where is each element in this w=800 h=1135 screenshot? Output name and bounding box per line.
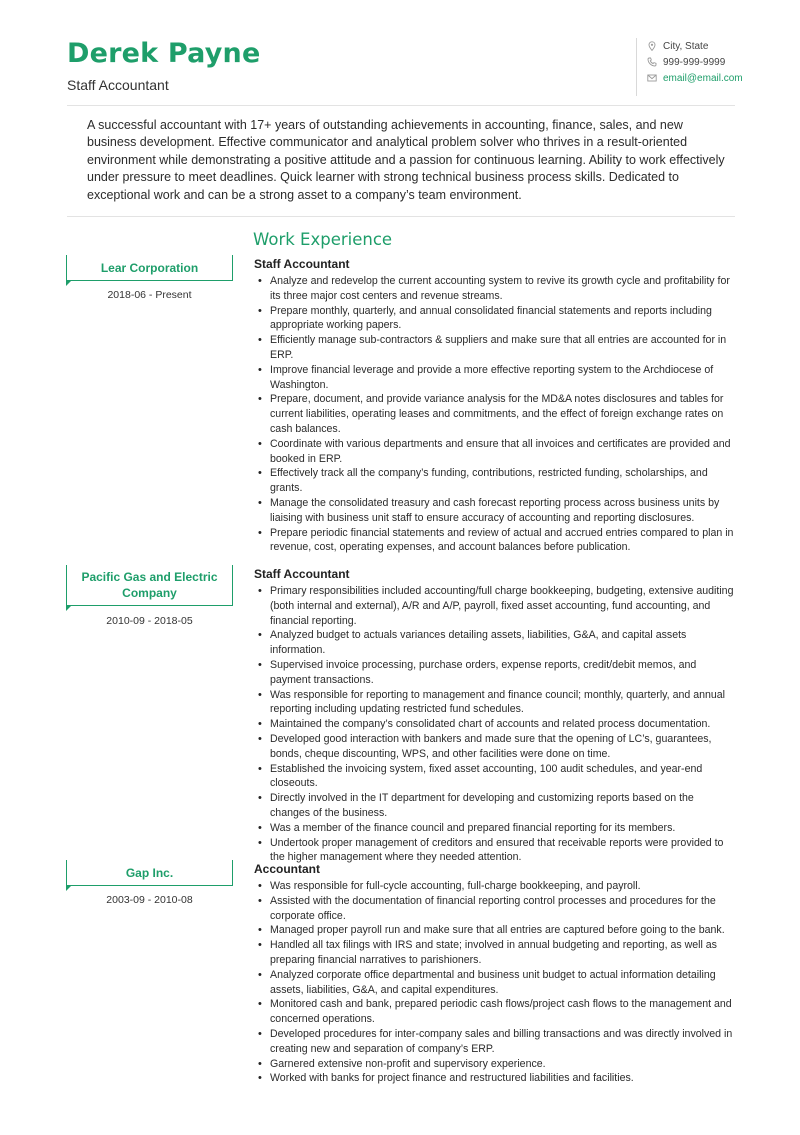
list-item: • Manage the consolidated treasury and cash forecast reporting process across business units by liaising with business unit staff to ensure accuracy of accounting and reporting disclosures. bbox=[254, 496, 736, 526]
list-item: • Was a member of the finance council and prepared financial reporting for its members. bbox=[254, 821, 736, 836]
contact-location bbox=[647, 38, 766, 54]
contact-email[interactable] bbox=[647, 70, 766, 86]
list-item: • Coordinate with various departments and ensure that all invoices and certificates are provided and booked in ERP. bbox=[254, 437, 736, 467]
resume-header bbox=[0, 0, 800, 106]
professional-summary: A successful accountant with 17+ years of outstanding achievements in accounting, finance, sales, and new business development. Effective communicator and analytical problem solver who thrives in a result-oriented environment while demonstrating a positive attitude and a passion for continuous learning. Ability to work effectively under pressure to meet deadlines. Quick learner with strong technical business process skills. Dedicated to exceptional work and can be a strong asset to a company’s team environment. bbox=[87, 118, 725, 202]
job-dates: 2018-06 - Present bbox=[107, 289, 192, 301]
list-item: • Efficiently manage sub-contractors & suppliers and make sure that all entries are accounted for in ERP. bbox=[254, 333, 736, 363]
phone-icon bbox=[647, 57, 657, 67]
list-item: • Assisted with the documentation of financial reporting control processes and procedures for the corporate office. bbox=[254, 894, 736, 924]
job-title: Accountant bbox=[254, 862, 320, 876]
contact-phone bbox=[647, 54, 766, 70]
section-title-work-experience: Work Experience bbox=[253, 230, 393, 249]
job-bullets bbox=[254, 879, 736, 1086]
job-dates: 2010-09 - 2018-05 bbox=[106, 615, 193, 627]
list-item: • Improve financial leverage and provide a more effective reporting system to the Archdiocese of Washington. bbox=[254, 363, 736, 393]
phone-text: 999-999-9999 bbox=[663, 56, 726, 68]
list-item: • Established the invoicing system, fixed asset accounting, 100 audit schedules, and year-end closeouts. bbox=[254, 762, 736, 792]
list-item: • Analyze and redevelop the current accounting system to revive its growth cycle and profitability for its three major cost centers and revenue streams. bbox=[254, 274, 736, 304]
company-box-lear bbox=[66, 255, 233, 281]
list-item: • Worked with banks for project finance and restructured liabilities and facilities. bbox=[254, 1071, 736, 1086]
location-pin-icon bbox=[647, 41, 657, 51]
list-item: • Analyzed corporate office departmental and business unit budget to actual information detailing assets, liabilities, G&A, and capital expenditures. bbox=[254, 968, 736, 998]
job-bullets bbox=[254, 584, 736, 865]
list-item: • Primary responsibilities included accounting/full charge bookkeeping, budgeting, extensive auditing (both internal and external), A/R and A/P, payroll, fixed asset accounting, fund accounting, and financial reporting. bbox=[254, 584, 736, 628]
header-divider bbox=[67, 105, 735, 106]
list-item: • Prepare periodic financial statements and review of actual and accrued entries compared to plan in revenue, cost, operating expenses, and account balances before publication. bbox=[254, 526, 736, 556]
list-item: • Supervised invoice processing, purchase orders, expense reports, credit/debit memos, and payment transactions. bbox=[254, 658, 736, 688]
job-dates: 2003-09 - 2010-08 bbox=[106, 894, 193, 906]
list-item: • Maintained the company’s consolidated chart of accounts and related process documentation. bbox=[254, 717, 736, 732]
list-item: • Monitored cash and bank, prepared periodic cash flows/project cash flows to the management and concerned operations. bbox=[254, 997, 736, 1027]
candidate-title: Staff Accountant bbox=[67, 77, 169, 93]
list-item: • Effectively track all the company’s funding, contributions, restricted funding, scholarships, and grants. bbox=[254, 466, 736, 496]
envelope-icon bbox=[647, 73, 657, 83]
job-title: Staff Accountant bbox=[254, 567, 350, 581]
list-item: • Was responsible for reporting to management and finance council; monthly, quarterly, and annual reporting including updating restricted fund schedules. bbox=[254, 688, 736, 718]
company-box-pge bbox=[66, 565, 233, 606]
company-box-gap bbox=[66, 860, 233, 886]
list-item: • Analyzed budget to actuals variances detailing assets, liabilities, G&A, and capital assets information. bbox=[254, 628, 736, 658]
job-entry-lear bbox=[254, 257, 736, 555]
job-entry-gap bbox=[254, 862, 736, 1086]
list-item: • Directly involved in the IT department for developing and customizing reports based on the changes of the business. bbox=[254, 791, 736, 821]
list-item: • Undertook proper management of creditors and ensured that receivable reports were provided to the higher management where they needed attention. bbox=[254, 836, 736, 866]
company-name: Pacific Gas and Electric Company bbox=[81, 570, 218, 600]
list-item: • Developed good interaction with bankers and made sure that the opening of LC’s, guarantees, bonds, cheque discounting, WPS, and other facilities were done on time. bbox=[254, 732, 736, 762]
list-item: • Handled all tax filings with IRS and state; involved in annual budgeting and reporting, as well as preparing financial narratives to parishioners. bbox=[254, 938, 736, 968]
job-bullets bbox=[254, 274, 736, 555]
company-name: Gap Inc. bbox=[125, 865, 174, 880]
list-item: • Prepare, document, and provide variance analysis for the MD&A notes disclosures and tables for current liabilities, operating leases and commitments, and the effect of foreign exchange rates on cash balances. bbox=[254, 392, 736, 436]
candidate-name: Derek Payne bbox=[67, 38, 261, 69]
list-item: • Garnered extensive non-profit and supervisory experience. bbox=[254, 1057, 736, 1072]
company-name: Lear Corporation bbox=[100, 260, 199, 275]
job-title: Staff Accountant bbox=[254, 257, 350, 271]
list-item: • Prepare monthly, quarterly, and annual consolidated financial statements and reports including appropriate working papers. bbox=[254, 304, 736, 334]
location-text: City, State bbox=[663, 40, 709, 52]
email-link[interactable]: email@email.com bbox=[663, 72, 743, 84]
list-item: • Developed procedures for inter-company sales and billing transactions and was directly involved in creating new and separation of company’s ERP. bbox=[254, 1027, 736, 1057]
list-item: • Was responsible for full-cycle accounting, full-charge bookkeeping, and payroll. bbox=[254, 879, 736, 894]
job-entry-pge bbox=[254, 567, 736, 865]
list-item: • Managed proper payroll run and make sure that all entries are captured before going to the bank. bbox=[254, 923, 736, 938]
contact-block bbox=[636, 38, 766, 96]
summary-divider bbox=[67, 216, 735, 217]
